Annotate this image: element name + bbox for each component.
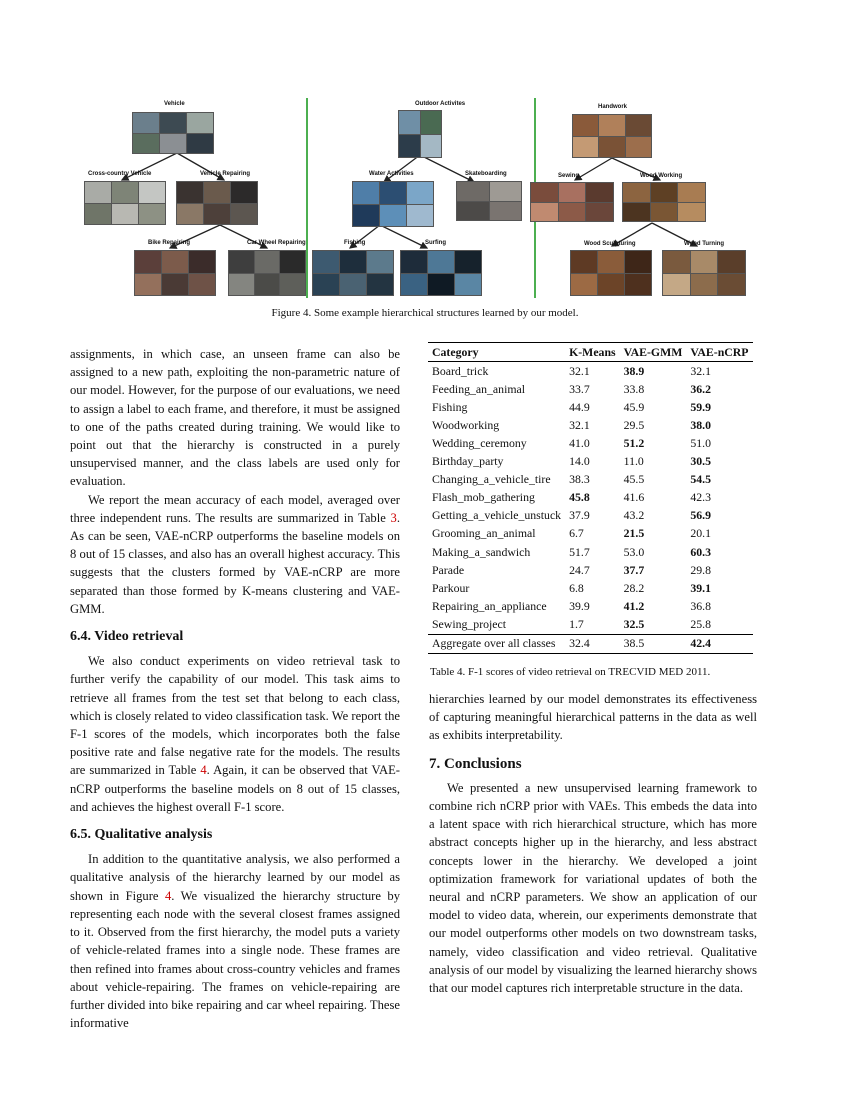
category-cell: Aggregate over all classes — [432, 636, 556, 651]
score-cell: 30.5 — [690, 454, 712, 469]
score-cell: 38.3 — [569, 472, 590, 487]
category-cell: Fishing — [432, 399, 468, 414]
node-thumbnails — [176, 181, 258, 225]
table-ref-link[interactable]: 4 — [200, 763, 207, 778]
score-cell: 39.1 — [690, 580, 712, 595]
category-cell: Flash_mob_gathering — [432, 490, 535, 505]
category-cell: Birthday_party — [432, 454, 504, 469]
table-header-row — [428, 343, 753, 362]
node-thumbnails — [662, 250, 746, 296]
table-row — [428, 634, 753, 653]
score-cell: 6.8 — [569, 580, 584, 595]
score-cell: 6.7 — [569, 526, 584, 541]
category-cell: Sewing_project — [432, 616, 507, 631]
score-cell: 45.5 — [623, 472, 645, 487]
score-cell: 24.7 — [569, 562, 590, 577]
score-cell: 42.4 — [690, 636, 712, 651]
node-thumbnails — [570, 250, 652, 296]
table-row — [428, 525, 753, 543]
category-cell: Making_a_sandwich — [432, 544, 531, 559]
category-cell: Changing_a_vehicle_tire — [432, 472, 551, 487]
score-cell: 38.0 — [690, 417, 712, 432]
node-thumbnails — [572, 114, 652, 158]
panel-divider — [306, 98, 308, 298]
node-label: Vehicle Repairing — [200, 171, 251, 177]
node-label: Surfing — [425, 240, 446, 246]
section-heading: 6.5. Qualitative analysis — [70, 827, 213, 843]
table-caption: Table 4. F-1 scores of video retrieval on TRECVID MED 2011. — [430, 666, 711, 678]
score-cell: 51.0 — [690, 436, 712, 451]
score-cell: 1.7 — [569, 616, 584, 631]
table-header-cell: VAE-nCRP — [690, 344, 749, 359]
table-row — [428, 453, 753, 471]
node-label: Fishing — [344, 240, 366, 246]
category-cell: Repairing_an_appliance — [432, 598, 547, 613]
figure-ref-link[interactable]: 4 — [164, 888, 172, 903]
category-cell: Board_trick — [432, 363, 489, 378]
paragraph: In addition to the quantitative analysis, we also performed a qualitative analysis of the hierarchy learned by our model as shown in Figure 4. We visualized the hierarchy structure by representing each node with the several closest frames assigned to it. Observed from the first hierarchy, the model puts a variety of vehicle-related frames into a single node. These frames are then refined into frames about cross-country vehicles and frames about vehicle-repairing. The frames on vehicle-repairing are further divided into bike repairing and car wheel repairing. These informative — [70, 852, 400, 1031]
node-label: Wood Turning — [684, 241, 725, 247]
score-cell: 45.9 — [623, 399, 645, 414]
node-thumbnails — [456, 181, 522, 221]
left-column — [70, 345, 400, 1032]
score-cell: 38.5 — [623, 636, 645, 651]
score-cell: 32.4 — [569, 636, 590, 651]
table-header-cell: K-Means — [569, 344, 616, 359]
score-cell: 44.9 — [569, 399, 590, 414]
node-thumbnails — [312, 250, 394, 296]
score-cell: 60.3 — [690, 544, 712, 559]
node-thumbnails — [530, 182, 614, 222]
score-cell: 28.2 — [623, 580, 645, 595]
node-thumbnails — [400, 250, 482, 296]
table-ref-link[interactable]: 3 — [390, 510, 397, 525]
score-cell: 37.9 — [569, 508, 590, 523]
score-cell: 21.5 — [623, 526, 645, 541]
score-cell: 39.9 — [569, 598, 590, 613]
section-heading: 6.4. Video retrieval — [70, 629, 184, 645]
score-cell: 32.1 — [690, 363, 712, 378]
score-cell: 36.2 — [690, 381, 712, 396]
category-cell: Parade — [432, 562, 465, 577]
score-cell: 32.5 — [623, 616, 645, 631]
node-thumbnails — [398, 110, 442, 158]
score-cell: 14.0 — [569, 454, 590, 469]
category-cell: Parkour — [432, 580, 470, 595]
table-row — [428, 362, 753, 381]
table-header-cell: VAE-GMM — [623, 344, 683, 359]
category-cell: Feeding_an_animal — [432, 381, 526, 396]
paragraph: We report the mean accuracy of each model, averaged over three independent runs. The results are summarized in Table 3. As can be seen, VAE-nCRP outperforms the baseline models on 8 out of 15 classes, and also has an overall highest accuracy. This suggests that the clusters formed by VAE-nCRP are more separated than those formed by K-means clustering and VAE-GMM. — [70, 492, 400, 616]
section-heading: 7. Conclusions — [429, 755, 522, 772]
table-header-cell: Category — [432, 344, 479, 359]
score-cell: 32.1 — [569, 417, 590, 432]
table-row — [428, 597, 753, 615]
score-cell: 36.8 — [690, 598, 712, 613]
table-row — [428, 398, 753, 416]
score-cell: 59.9 — [690, 399, 712, 414]
score-cell: 33.8 — [623, 381, 645, 396]
score-cell: 54.5 — [690, 472, 712, 487]
figure-caption: Figure 4. Some example hierarchical structures learned by our model. — [271, 307, 579, 319]
score-cell: 37.7 — [623, 562, 645, 577]
node-label: Wood Working — [640, 173, 683, 179]
node-label: Vehicle — [164, 101, 185, 107]
category-cell: Wedding_ceremony — [432, 436, 527, 451]
node-label: Cross-country Vehicle — [88, 171, 152, 177]
node-label: Wood Sculpturing — [584, 241, 636, 247]
right-column — [429, 690, 757, 997]
score-cell: 51.2 — [623, 436, 645, 451]
paragraph: assignments, in which case, an unseen frame can also be assigned to a new path, exploiting the non-parametric nature of our model. However, for the purpose of our evaluations, we need to assign a label to each frame, and therefore, it must be assigned to one of the paths created during training. We would like to point out that the hierarchy is constructed in a purely unsupervised manner, and the class labels are used only for evaluation. — [70, 347, 400, 489]
score-cell: 41.6 — [623, 490, 645, 505]
table-row — [428, 561, 753, 579]
figure-4 — [82, 98, 768, 298]
score-cell: 29.8 — [690, 562, 712, 577]
table-row — [428, 489, 753, 507]
node-thumbnails — [84, 181, 166, 225]
score-cell: 56.9 — [690, 508, 712, 523]
category-cell: Woodworking — [432, 417, 500, 432]
score-cell: 11.0 — [623, 454, 644, 469]
node-label: Skateboarding — [465, 171, 507, 177]
table-row — [428, 471, 753, 489]
score-cell: 38.9 — [623, 363, 645, 378]
score-cell: 41.0 — [569, 436, 590, 451]
table-row — [428, 543, 753, 561]
table-row — [428, 579, 753, 597]
paragraph: hierarchies learned by our model demonstrates its effectiveness of capturing meaningful hierarchical patterns in the data as well as exhibits interpretability. — [429, 692, 757, 743]
table-row — [428, 615, 753, 634]
node-thumbnails — [134, 250, 216, 296]
category-cell: Grooming_an_animal — [432, 526, 536, 541]
score-cell: 20.1 — [690, 526, 712, 541]
table-row — [428, 380, 753, 398]
node-label: Outdoor Activites — [415, 101, 466, 107]
score-cell: 43.2 — [623, 508, 645, 523]
score-cell: 32.1 — [569, 363, 590, 378]
score-cell: 53.0 — [623, 544, 645, 559]
category-cell: Getting_a_vehicle_unstuck — [432, 508, 562, 523]
score-cell: 33.7 — [569, 381, 590, 396]
node-label: Water Activities — [369, 171, 414, 177]
node-thumbnails — [622, 182, 706, 222]
node-thumbnails — [228, 250, 306, 296]
paragraph: We presented a new unsupervised learning framework to combine rich nCRP prior with VAEs. This embeds the data into a latent space with rich hierarchical structure, which has more abstract concepts higher up in the hierarchy, and less abstract concepts lower in the hierarchy. We developed a joint optimization framework for variational updates of both the neural and nCRP parameters. We show an application of our model to video data, wherein, our experiments demonstrate that our model outperforms other models on two downstream tasks, namely, video classification and video retrieval. Qualitative analysis of our model by visualizing the learned hierarchy shows that our model captures rich interpretable structure in the data. — [429, 780, 757, 996]
node-label: Car Wheel Repairing — [247, 240, 306, 246]
score-cell: 25.8 — [690, 616, 712, 631]
score-cell: 41.2 — [623, 598, 645, 613]
score-cell: 45.8 — [569, 490, 590, 505]
node-thumbnails — [352, 181, 434, 227]
table-row — [428, 507, 753, 525]
node-label: Bike Repairing — [148, 240, 191, 246]
node-label: Handwork — [598, 104, 628, 110]
score-cell: 51.7 — [569, 544, 590, 559]
paragraph: We also conduct experiments on video retrieval task to further verify the capability of our model. This task aims to retrieve all frames from the test set that belong to each class, which is closely related to video classification task. We report the F-1 scores of the models, which incorporates both the false positive rate and false negative rate for the models. The results are summarized in Table 4. Again, it can be observed that VAE-nCRP outperforms the baseline models on 8 out of 15 classes, and achieves the highest overall F-1 score. — [70, 654, 400, 814]
node-thumbnails — [132, 112, 214, 154]
table-row — [428, 416, 753, 434]
score-cell: 29.5 — [623, 417, 645, 432]
table-row — [428, 434, 753, 452]
node-label: Sewing — [558, 173, 580, 179]
score-cell: 42.3 — [690, 490, 712, 505]
results-table — [428, 342, 753, 654]
